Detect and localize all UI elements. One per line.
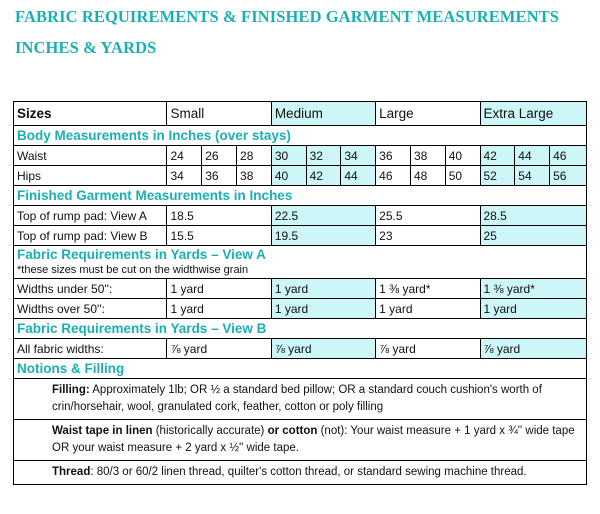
hips-value: 38 — [237, 166, 272, 186]
widths-over-50-value: 1 yard — [167, 299, 271, 319]
hips-value: 44 — [341, 166, 376, 186]
body-measurements-heading: Body Measurements in Inches (over stays) — [14, 126, 587, 146]
waist-value: 26 — [202, 146, 237, 166]
widths-over-50-row — [14, 299, 587, 319]
waist-value: 38 — [410, 146, 445, 166]
fabric-view-a-title: Fabric Requirements in Yards – View A — [17, 247, 266, 262]
hips-value: 46 — [376, 166, 411, 186]
waist-value: 36 — [376, 146, 411, 166]
rump-view-b-value: 19.5 — [271, 226, 375, 246]
widthwise-grain-note: *these sizes must be cut on the widthwise grain — [17, 264, 249, 276]
size-medium: Medium — [271, 102, 375, 126]
fabric-view-a-heading — [14, 246, 587, 279]
rump-view-a-label: Top of rump pad: View A — [14, 206, 167, 226]
widths-over-50-value: 1 yard — [271, 299, 375, 319]
hips-value: 48 — [410, 166, 445, 186]
rump-view-b-value: 23 — [376, 226, 480, 246]
waist-value: 44 — [515, 146, 550, 166]
waist-tape-text: (historically accurate) — [152, 425, 268, 437]
hips-row — [14, 166, 587, 186]
all-fabric-widths-value: ⅞ yard — [480, 339, 587, 359]
size-small: Small — [167, 102, 271, 126]
waist-value: 34 — [341, 146, 376, 166]
rump-view-a-value: 18.5 — [167, 206, 271, 226]
filling-row — [14, 379, 587, 420]
hips-value: 36 — [202, 166, 237, 186]
filling-note — [14, 379, 587, 420]
all-fabric-widths-value: ⅞ yard — [376, 339, 480, 359]
hips-value: 54 — [515, 166, 550, 186]
waist-value: 24 — [167, 146, 202, 166]
thread-note — [14, 461, 587, 485]
widths-over-50-label: Widths over 50'': — [14, 299, 167, 319]
hips-value: 42 — [306, 166, 341, 186]
widths-under-50-value: 1 ⅜ yard* — [480, 279, 587, 299]
waist-tape-note — [14, 420, 587, 461]
hips-value: 40 — [271, 166, 306, 186]
all-fabric-widths-row — [14, 339, 587, 359]
all-fabric-widths-label: All fabric widths: — [14, 339, 167, 359]
filling-label: Filling: — [52, 384, 90, 396]
rump-view-a-value: 25.5 — [376, 206, 480, 226]
sizes-row — [14, 102, 587, 126]
waist-label: Waist — [14, 146, 167, 166]
widths-under-50-value: 1 yard — [271, 279, 375, 299]
hips-label: Hips — [14, 166, 167, 186]
all-fabric-widths-value: ⅞ yard — [167, 339, 271, 359]
waist-value: 46 — [550, 146, 587, 166]
widths-under-50-value: 1 ⅜ yard* — [376, 279, 480, 299]
waist-tape-label: Waist tape in linen — [52, 425, 153, 437]
thread-text: : 80/3 or 60/2 linen thread, quilter's cotton thread, or standard sewing machine thread. — [90, 466, 527, 478]
hips-value: 52 — [480, 166, 515, 186]
hips-value: 50 — [445, 166, 480, 186]
all-fabric-widths-value: ⅞ yard — [271, 339, 375, 359]
cotton-text: (not): Your waist measure + 1 yard x ¾'' wide tape OR your waist measure + 2 yard x ½'' wide tape. — [52, 425, 575, 454]
widths-under-50-row — [14, 279, 587, 299]
waist-value: 28 — [237, 146, 272, 166]
widths-under-50-value: 1 yard — [167, 279, 271, 299]
rump-view-a-value: 28.5 — [480, 206, 587, 226]
waist-value: 30 — [271, 146, 306, 166]
page-subtitle: INCHES & YARDS — [15, 38, 157, 57]
waist-value: 32 — [306, 146, 341, 166]
thread-label: Thread — [52, 466, 91, 478]
cotton-label: or cotton — [267, 425, 318, 437]
hips-value: 56 — [550, 166, 587, 186]
rump-view-a-row — [14, 206, 587, 226]
size-extra-large: Extra Large — [480, 102, 587, 126]
rump-view-b-label: Top of rump pad: View B — [14, 226, 167, 246]
waist-tape-row — [14, 420, 587, 461]
filling-text: Approximately 1lb; OR ½ a standard bed pillow; OR a standard couch cushion's worth of crin/horsehair, wool, granulated cork, feather, cotton or poly filling — [52, 384, 542, 413]
hips-value: 34 — [167, 166, 202, 186]
waist-value: 42 — [480, 146, 515, 166]
finished-measurements-heading: Finished Garment Measurements in Inches — [14, 186, 587, 206]
rump-view-a-value: 22.5 — [271, 206, 375, 226]
fabric-view-b-heading: Fabric Requirements in Yards – View B — [14, 319, 587, 339]
rump-view-b-value: 15.5 — [167, 226, 271, 246]
widths-under-50-label: Widths under 50'': — [14, 279, 167, 299]
widths-over-50-value: 1 yard — [376, 299, 480, 319]
thread-row — [14, 461, 587, 485]
size-large: Large — [376, 102, 480, 126]
page-title: FABRIC REQUIREMENTS & FINISHED GARMENT MEASUREMENTS — [15, 7, 560, 26]
waist-row — [14, 146, 587, 166]
measurements-table — [13, 101, 587, 485]
sizes-label: Sizes — [14, 102, 167, 126]
rump-view-b-row — [14, 226, 587, 246]
rump-view-b-value: 25 — [480, 226, 587, 246]
widths-over-50-value: 1 yard — [480, 299, 587, 319]
notions-heading: Notions & Filling — [14, 359, 587, 379]
waist-value: 40 — [445, 146, 480, 166]
